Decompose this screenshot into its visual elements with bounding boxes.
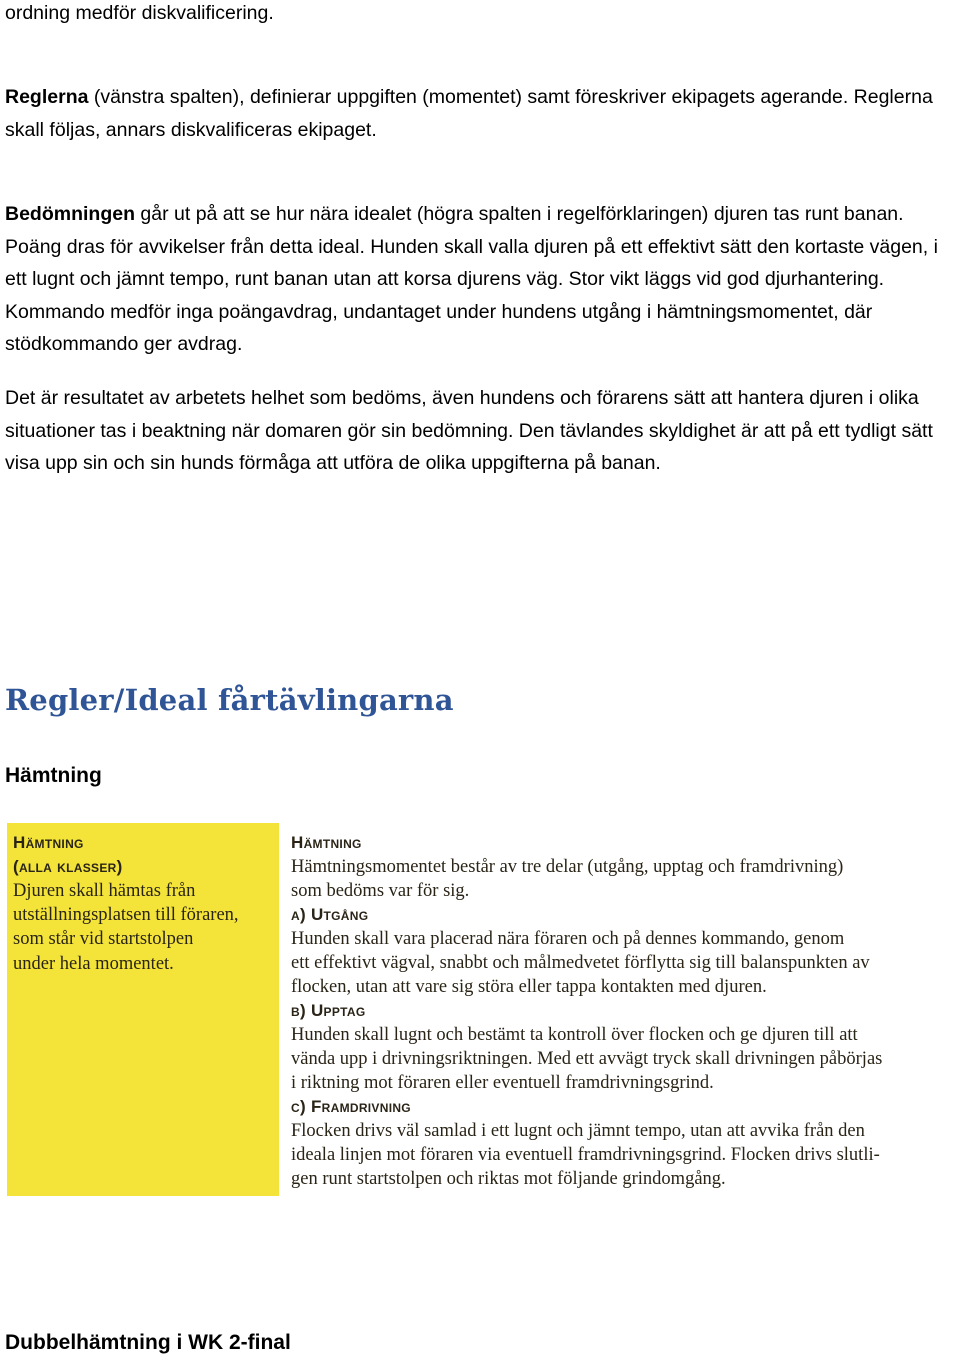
ideal-line: Hunden skall lugnt och bestämt ta kontroll över flocken och ge djuren till att (291, 1025, 858, 1045)
ideal-line: Hämtningsmomentet består av tre delar (utgång, upptag och framdrivning) (291, 857, 844, 877)
assessment-paragraph (5, 198, 957, 361)
rule-line: utställningsplatsen till föraren, (13, 905, 239, 926)
ideal-line: Flocken drivs väl samlad i ett lugnt och jämnt tempo, utan att avvika från den (291, 1121, 865, 1141)
ideal-line: som bedöms var för sig. (291, 881, 470, 901)
subheading-hamtning: Hämtning (5, 764, 102, 787)
rule-image (7, 823, 957, 1196)
ideal-line: i riktning mot föraren eller eventuell framdrivningsgrind. (291, 1073, 714, 1093)
ideal-section-heading: b) Upptag (291, 1001, 366, 1020)
section-title: Regler/Ideal fårtävlingarna (5, 683, 454, 717)
rule-line: Djuren skall hämtas från (13, 881, 196, 901)
subheading-dubbelhamtning: Dubbelhämtning i WK 2-final (5, 1331, 291, 1354)
assessment-text: går ut på att se hur nära idealet (högra spalten i regelförklaringen) djuren tas runt banan. Poäng dras för avvikelser från detta ideal. Hunden skall valla djuren på ett effektivt sätt den kortaste vägen, i ett lugnt och jämnt tempo, runt banan utan att korsa djurens väg. Stor vikt läggs vid god djurhantering. Kommando medför inga poängavdrag, undantaget under hundens utgång i hämtningsmomentet, där stödkommando ger avdrag. (5, 203, 938, 356)
rules-text: (vänstra spalten), definierar uppgiften (momentet) samt föreskriver ekipagets agerande. Reglerna skall följas, annars diskvalificeras ekipaget. (5, 86, 933, 141)
ideal-title: Hämtning (291, 833, 362, 852)
overall-paragraph: Det är resultatet av arbetets helhet som bedöms, även hundens och förarens sätt att hantera djuren i olika situationer tas i beaktning när domaren gör sin bedömning. Den tävlandes skyldighet är att på ett tydligt sätt visa upp sin och sin hunds förmåga att utföra de olika uppgifterna på banan. (5, 387, 933, 475)
ideal-line: flocken, utan att vare sig störa eller tappa kontakten med djuren. (291, 977, 767, 997)
ideal-line: gen runt startstolpen och riktas mot följande grindomgång. (291, 1169, 726, 1189)
ideal-section-heading: c) Framdrivning (291, 1097, 411, 1116)
rule-line: under hela momentet. (13, 953, 174, 974)
ideal-section-heading: a) Utgång (291, 905, 369, 924)
ideal-column (290, 823, 957, 1196)
ideal-line: Hunden skall vara placerad nära föraren och på dennes kommando, genom (291, 929, 845, 949)
rules-paragraph (5, 81, 957, 146)
rule-class: (alla klasser) (13, 857, 123, 876)
assessment-term: Bedömningen (5, 203, 135, 225)
ideal-line: vända upp i drivningsriktningen. Med ett avvägt tryck skall drivningen påbörjas (291, 1049, 883, 1069)
rule-line: som står vid startstolpen (13, 929, 194, 950)
rule-column (7, 823, 279, 1196)
ideal-line: ett effektivt vägval, snabbt och målmedvetet förflytta sig till balanspunkten av (291, 953, 870, 973)
rule-title: Hämtning (13, 833, 84, 852)
rules-term: Reglerna (5, 86, 89, 108)
continued-text: ordning medför diskvalificering. (5, 2, 274, 24)
ideal-line: ideala linjen mot föraren via eventuell framdrivningsgrind. Flocken drivs slutli- (291, 1145, 880, 1165)
